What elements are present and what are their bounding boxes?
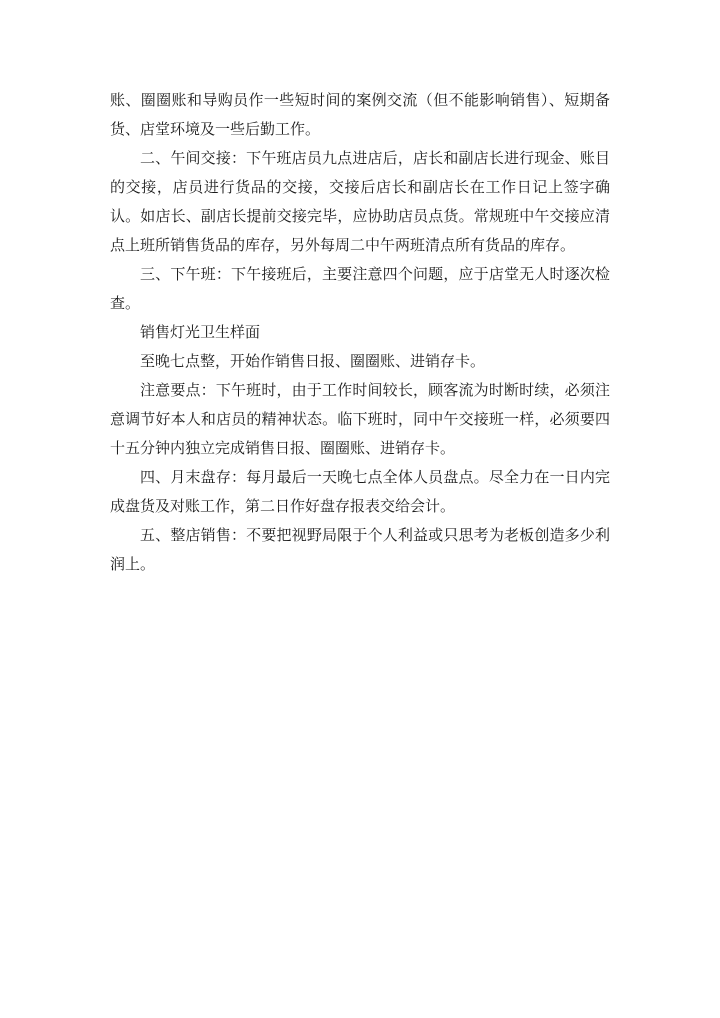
paragraph-checklist-items: 销售灯光卫生样面: [140, 323, 261, 341]
paragraph-evening-reports: 至晚七点整，开始作销售日报、圈圈账、进销存卡。: [140, 352, 486, 370]
paragraph-midday-handover: 二、午间交接：下午班店员九点进店后，店长和副店长进行现金、账目的交接，店员进行货品的交接，交接后店长和副店长在工作日记上签字确认。如店长、副店长提前交接完毕，应协助店员点货。常规班中午交接应清点上班所销售货品的库存，另外每周二中午两班清点所有货品的库存。: [110, 149, 610, 254]
paragraph-month-end-inventory: 四、月末盘存：每月最后一天晚七点全体人员盘点。尽全力在一日内完成盘货及对账工作，第二日作好盘存报表交给会计。: [110, 468, 610, 515]
paragraph-afternoon-shift: 三、下午班：下午接班后，主要注意四个问题，应于店堂无人时逐次检查。: [110, 265, 610, 312]
paragraph-continuation: 账、圈圈账和导购员作一些短时间的案例交流（但不能影响销售）、短期备货、店堂环境及一些后勤工作。: [110, 91, 610, 138]
paragraph-key-points: 注意要点：下午班时，由于工作时间较长，顾客流为时断时续，必须注意调节好本人和店员的精神状态。临下班时，同中午交接班一样，必须要四十五分钟内独立完成销售日报、圈圈账、进销存卡。: [110, 381, 610, 457]
document-body: [110, 86, 610, 579]
paragraph-store-sales: 五、整店销售：不要把视野局限于个人利益或只思考为老板创造多少利润上。: [110, 526, 610, 573]
